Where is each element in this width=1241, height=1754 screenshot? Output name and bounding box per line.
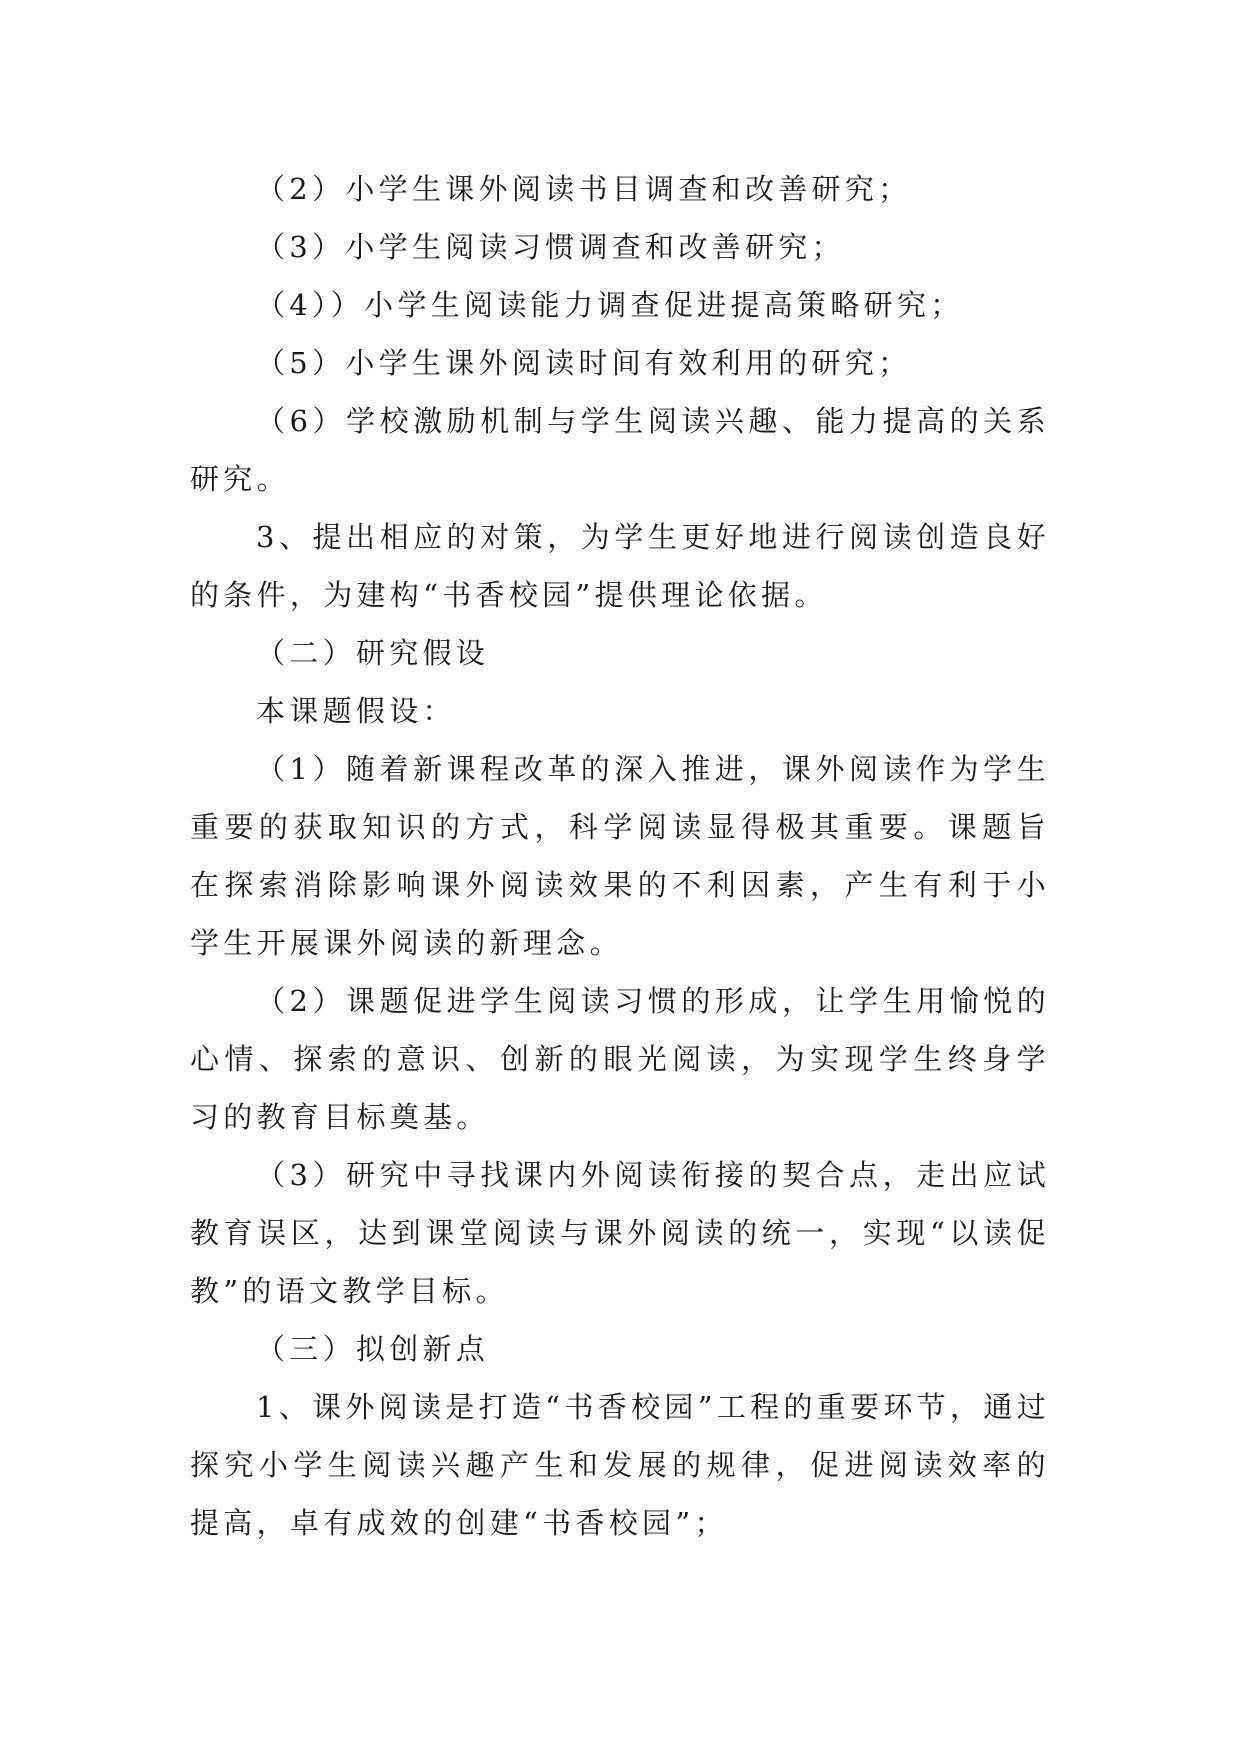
list-item-5: （5）小学生课外阅读时间有效利用的研究； bbox=[256, 346, 912, 380]
hypothesis-item-2: （2）课题促进学生阅读习惯的形成，让学生用愉悦的心情、探索的意识、创新的眼光阅读，为实现学生终身学习的教育目标奠基。 bbox=[190, 984, 1050, 1134]
list-item-6: （6）学校激励机制与学生阅读兴趣、能力提高的关系研究。 bbox=[190, 404, 1050, 496]
list-item-2: （2）小学生课外阅读书目调查和改善研究； bbox=[256, 172, 912, 206]
paragraph-countermeasures: 3、提出相应的对策，为学生更好地进行阅读创造良好的条件，为建构“书香校园”提供理论依据。 bbox=[190, 520, 1050, 612]
hypothesis-item-1: （1）随着新课程改革的深入推进，课外阅读作为学生重要的获取知识的方式，科学阅读显得极其重要。课题旨在探索消除影响课外阅读效果的不利因素，产生有利于小学生开展课外阅读的新理念。 bbox=[190, 752, 1050, 960]
innovation-item-1: 1、课外阅读是打造“书香校园”工程的重要环节，通过探究小学生阅读兴趣产生和发展的规律，促进阅读效率的提高，卓有成效的创建“书香校园”； bbox=[190, 1390, 1050, 1540]
section-heading-hypothesis: （二）研究假设 bbox=[256, 636, 490, 670]
list-item-3: （3）小学生阅读习惯调查和改善研究； bbox=[256, 230, 845, 264]
list-item-4: （4））小学生阅读能力调查促进提高策略研究； bbox=[256, 288, 964, 322]
document-body bbox=[190, 160, 1050, 1552]
hypothesis-item-3: （3）研究中寻找课内外阅读衔接的契合点，走出应试教育误区，达到课堂阅读与课外阅读的统一，实现“以读促教”的语文教学目标。 bbox=[190, 1158, 1050, 1308]
section-heading-innovation: （三）拟创新点 bbox=[256, 1332, 490, 1366]
paragraph-hypothesis-intro: 本课题假设： bbox=[256, 694, 456, 728]
